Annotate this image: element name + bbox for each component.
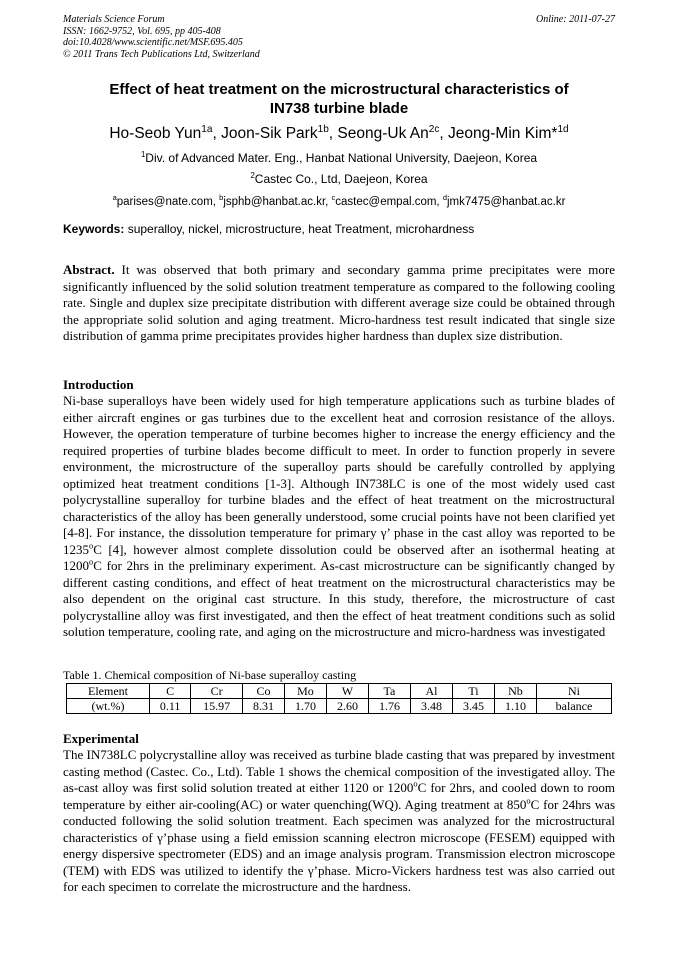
abstract-text: It was observed that both primary and secondary gamma prime precipitates were more significantly influenced by the solid solution treatment temperature as compared to the following cooling rate. Single and duplex size precipitate distribution with different average size could be obtained through the appropriate solid solution and aging treatment. Micro-hardness test result indicated that single size distribution of gamma prime precipitates provides higher hardness than duplex size distribution. — [63, 262, 615, 343]
table-cell: 1.76 — [368, 699, 410, 714]
keywords-text: superalloy, nickel, microstructure, heat Treatment, microhardness — [124, 222, 475, 236]
title-line-2: IN738 turbine blade — [269, 100, 409, 117]
doi-line: doi:10.4028/www.scientific.net/MSF.695.405 — [63, 37, 243, 49]
table-cell: C — [150, 684, 191, 699]
keywords-label: Keywords: — [63, 222, 125, 236]
table-cell: Al — [410, 684, 452, 699]
author-list — [63, 124, 615, 144]
introduction-heading: Introduction — [63, 377, 134, 392]
table-caption: Table 1. Chemical composition of Ni-base superalloy casting — [63, 668, 357, 682]
table-cell: 8.31 — [242, 699, 284, 714]
journal-header — [63, 14, 615, 60]
table-cell: Nb — [494, 684, 536, 699]
table-cell: 3.45 — [452, 699, 494, 714]
table-cell: 0.11 — [150, 699, 191, 714]
introduction-paragraph: Ni-base superalloys have been widely used for high temperature applications such as turbine blades of either aircraft engines or gas turbines due to the excellent heat and corrosion resistance of the alloys. However, the operation temperature of turbine becomes higher to increase the energy efficiency and the required properties of turbine blades become difficult to meet. In order to function properly in severe environment, the microstructure of the superalloy parts should be carefully controlled by applying optimized heat treatment conditions [1-3]. Although IN738LC is one of the most widely used cast polycrystalline superalloy for turbine blades and the effect of heat treatment on the microstructural characteristics of the alloy has been generally understood, some crucial points have not been clarified yet [4-8]. For instance, the dissolution temperature for primary γ’ phase in the cast alloy was reported to be 1235$^o$C [4], however almost complete dissolution could be observed after an isothermal heating at 1200$^o$C for 2hrs in the preliminary experiment. As-cast microstructure can be significantly changed by different casting conditions, and effect of heat treatment on the microstructural characteristics may be also dependent on the original cast structure. In this study, therefore, the microstructure of cast polycrystalline alloy was first investigated, and then the effect of heat treatment conditions such as solid solution temperature, cooling rate, and aging on the microstructure and micro-hardness was investigated — [63, 393, 615, 639]
experimental-paragraph: The IN738LC polycrystalline alloy was received as turbine blade casting that was prepared by investment casting method (Castec. Co., Ltd). Table 1 shows the chemical composition of the investigated alloy. The as-cast alloy was first solid solution treated at either 1120 or 1200$^o$C for 2hrs, and cooled down to room temperature by either air-cooling(AC) or water quenching(WQ). Aging treatment at 850$^o$C for 24hrs was conducted following the solid solution treatment. Each specimen was analyzed for the microstructural characteristics of γ’phase using a field emission scanning electron microscope (FESEM) equipped with energy dispersive spectrometer (EDS) and an image analysis program. Transmission electron microscope (TEM) with EDS was utilized to identify the γ’phase. Micro-Vickers hardness test was also carried out for each specimen to correlate the microstructure and the hardness. — [63, 747, 616, 894]
table-row — [67, 699, 612, 714]
keywords — [63, 222, 615, 237]
table-header-row — [67, 684, 612, 699]
author: Jeong-Min Kim*$^{1d}$ — [448, 123, 569, 142]
paper-title — [63, 80, 615, 118]
copyright-line: © 2011 Trans Tech Publications Ltd, Switzerland — [63, 48, 260, 60]
table-cell: 1.10 — [494, 699, 536, 714]
table-cell: Ta — [368, 684, 410, 699]
experimental-heading: Experimental — [63, 731, 139, 746]
affiliation-1: $^1$Div. of Advanced Mater. Eng., Hanbat National University, Daejeon, Korea — [140, 150, 538, 165]
table-cell: Mo — [284, 684, 326, 699]
table-cell: (wt.%) — [67, 699, 150, 714]
affiliation-2: $^2$Castec Co., Ltd, Daejeon, Korea — [250, 171, 428, 186]
online-date: Online: 2011-07-27 — [536, 14, 615, 25]
table-cell: Ti — [452, 684, 494, 699]
table-cell: Co — [242, 684, 284, 699]
table-cell: 3.48 — [410, 699, 452, 714]
issn-line: ISSN: 1662-9752, Vol. 695, pp 405-408 — [63, 25, 221, 37]
table-cell: W — [326, 684, 368, 699]
author: Seong-Uk $An^{2c}$, — [337, 123, 449, 142]
journal-name: Materials Science Forum — [63, 14, 165, 25]
table-cell: Cr — [191, 684, 243, 699]
email-list: $^a$parises@nate.com, $^b$jsphb@hanbat.ac.kr, $^c$castec@empal.com, $^d$jmk7475@hanbat.ac.kr — [112, 193, 566, 208]
table-cell: balance — [537, 699, 612, 714]
table-cell: 1.70 — [284, 699, 326, 714]
table-cell: Ni — [537, 684, 612, 699]
author: Ho-Seob Yun$^{1a}$, — [109, 123, 222, 142]
table-cell: 15.97 — [191, 699, 243, 714]
title-line-1: Effect of heat treatment on the microstructural characteristics of — [109, 81, 569, 98]
author: Joon-Sik Park$^{1b}$, — [221, 123, 338, 142]
abstract — [63, 262, 615, 345]
table-cell: 2.60 — [326, 699, 368, 714]
abstract-label: Abstract. — [63, 262, 115, 277]
composition-table — [66, 683, 612, 714]
table-cell: Element — [67, 684, 150, 699]
